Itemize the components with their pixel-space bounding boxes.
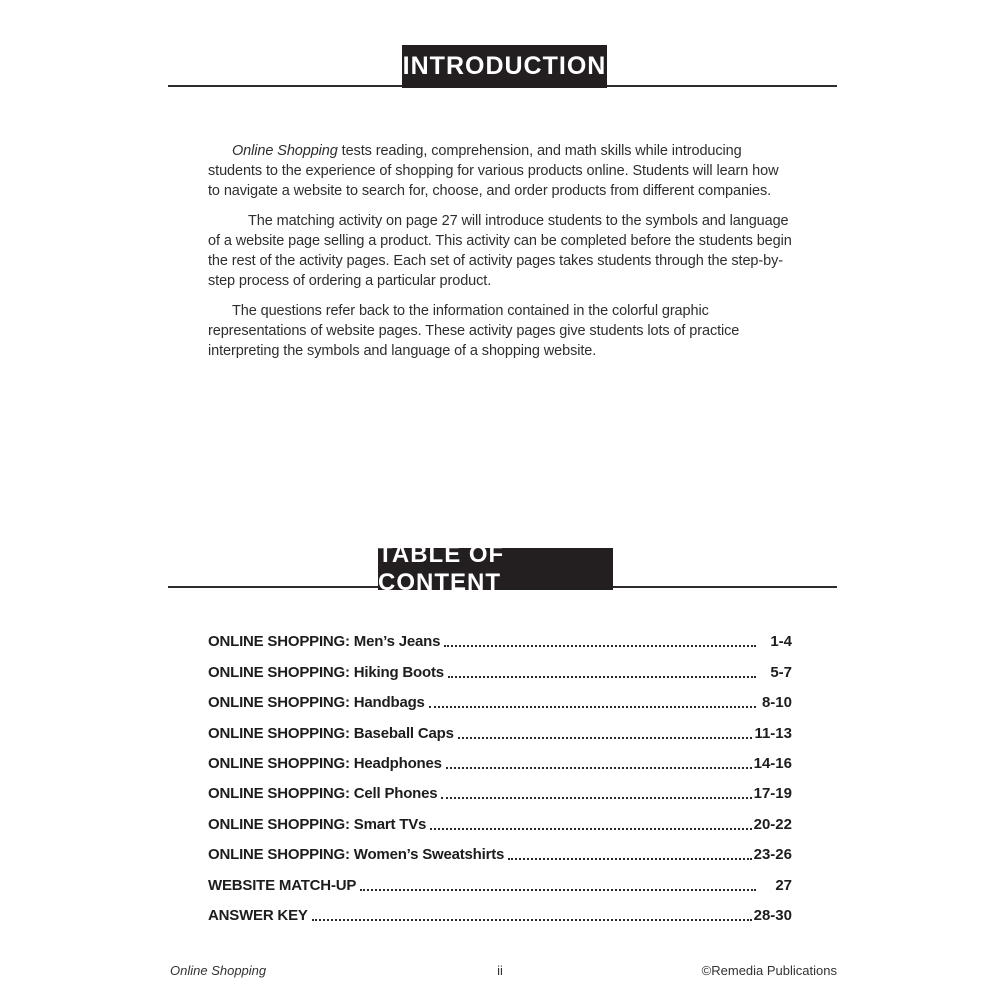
toc-entry-title: ONLINE SHOPPING: Headphones [208, 754, 442, 772]
dot-leader [312, 919, 752, 921]
toc-entry-pages: 17-19 [753, 785, 792, 803]
table-of-contents [208, 620, 792, 924]
toc-entry [208, 833, 792, 863]
toc-entry [208, 620, 792, 650]
dot-leader [448, 676, 756, 678]
toc-entry-title: ONLINE SHOPPING: Smart TVs [208, 815, 427, 833]
toc-entry-title: WEBSITE MATCH-UP [208, 876, 357, 894]
intro-paragraph-3: The questions refer back to the information contained in the colorful graphic representations of website pages. These activity pages give students lots of practice interpreting the symbols and language of a shopping website. [208, 303, 740, 359]
intro-body [208, 141, 794, 371]
intro-paragraph-1 [208, 141, 794, 201]
footer-page-number: ii [497, 963, 503, 978]
toc-header-title: TABLE OF CONTENT [378, 541, 505, 596]
toc-entry [208, 802, 792, 832]
dot-leader [441, 797, 751, 799]
toc-entry-title: ONLINE SHOPPING: Hiking Boots [208, 663, 444, 681]
footer-publisher: ©Remedia Publications [701, 963, 837, 978]
book-title-italic: Online Shopping [232, 143, 338, 159]
toc-entry-pages: 14-16 [753, 754, 792, 772]
toc-entry-title: ONLINE SHOPPING: Baseball Caps [208, 724, 454, 742]
toc-entry-pages: 1-4 [770, 633, 792, 651]
footer-book-title: Online Shopping [170, 963, 267, 978]
dot-leader [508, 858, 751, 860]
toc-entry-pages: 5-7 [770, 663, 792, 681]
toc-header-banner [378, 541, 613, 596]
toc-entry-title: ONLINE SHOPPING: Women’s Sweatshirts [208, 846, 505, 864]
toc-entry [208, 742, 792, 772]
toc-entry-title: ONLINE SHOPPING: Men’s Jeans [208, 633, 441, 651]
toc-entry [208, 650, 792, 680]
toc-entry-pages: 8-10 [761, 694, 792, 712]
toc-entry-pages: 23-26 [753, 846, 792, 864]
dot-leader [429, 706, 756, 708]
toc-entry-title: ONLINE SHOPPING: Cell Phones [208, 785, 438, 803]
toc-entry [208, 863, 792, 893]
dot-leader [446, 767, 752, 769]
dot-leader [430, 828, 751, 830]
toc-entry-pages: 11-13 [754, 724, 792, 742]
dot-leader [360, 889, 756, 891]
toc-entry-pages: 27 [775, 876, 792, 894]
toc-entry-pages: 20-22 [753, 815, 792, 833]
toc-entry [208, 711, 792, 741]
toc-entry [208, 894, 792, 924]
toc-entry [208, 681, 792, 711]
toc-entry [208, 772, 792, 802]
dot-leader [444, 645, 756, 647]
toc-entry-pages: 28-30 [753, 906, 792, 924]
intro-paragraph-2: The matching activity on page 27 will introduce students to the symbols and language of a website page selling a product. This activity can be completed before the students begin the rest of the activity pages. Each set of activity pages takes students through the step-by-step process of ordering a particular product. [208, 213, 792, 289]
dot-leader [458, 737, 753, 739]
toc-entry-title: ANSWER KEY [208, 906, 308, 924]
intro-header-title: INTRODUCTION [402, 52, 607, 80]
toc-entry-title: ONLINE SHOPPING: Handbags [208, 694, 425, 712]
intro-paragraph-1-text: tests reading, comprehension, and math skills while introducing students to the experience of shopping for various products online. Students will learn how to navigate a website to search for, choose, and order products from different companies. [208, 143, 779, 199]
intro-header-banner [402, 45, 607, 88]
